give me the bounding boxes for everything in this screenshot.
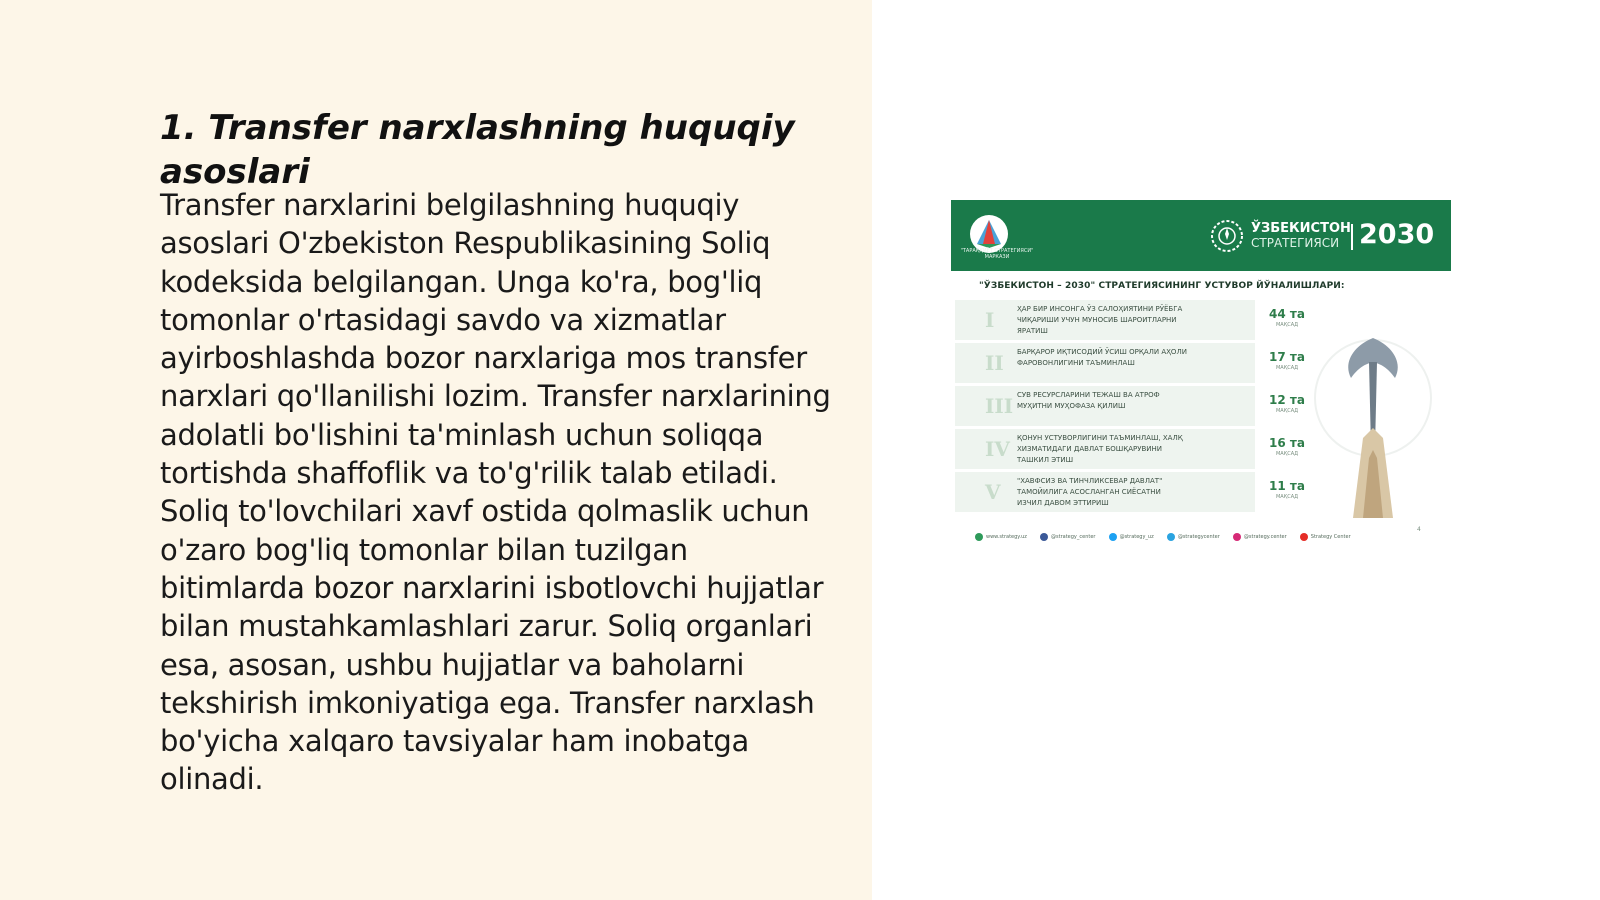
brand-name: ЎЗБЕКИСТОН xyxy=(1251,221,1351,236)
row-goal-label: МАҚСАД xyxy=(1275,494,1299,500)
row-goal-label: МАҚСАД xyxy=(1275,322,1299,328)
row-numeral: I xyxy=(985,308,995,332)
strategy-infographic xyxy=(951,200,1451,555)
instagram-icon xyxy=(1233,533,1241,541)
infographic-footer xyxy=(975,526,1445,540)
row-text: ҚОНУН УСТУВОРЛИГИНИ ТАЪМИНЛАШ, ХАЛҚ ХИЗМАТИДАГИ ДАВЛАТ БОШҚАРУВИНИ ТАШКИЛ ЭТИШ xyxy=(1017,434,1183,464)
priority-row xyxy=(955,429,1305,469)
twitter-icon xyxy=(1109,533,1117,541)
social-website: www.strategy.uz xyxy=(975,533,1027,541)
state-emblem-icon xyxy=(1209,218,1245,254)
slide-body-text: Transfer narxlarini belgilashning huquqiy asoslari O'zbekiston Respublikasining Soliq kodeksida belgilangan. Unga ko'ra, bog'liq tomonlar o'rtasidagi savdo va xizmatlar ayirboshlashda bozor narxlariga mos transfer narxlari qo'llanilishi lozim. Transfer narxlarining adolatli bo'lishini ta'minlash uchun soliqqa tortishda shaffoflik va to'g'rilik talab etiladi. Soliq to'lovchilari xavf ostida qolmaslik uchun o'zaro bog'liq tomonlar bilan tuzilgan bitimlarda bozor narxlarini isbotlovchi hujjatlar bilan mustahkamlashlari zarur. Soliq organlari esa, asosan, ushbu hujjatlar va baholarni tekshirish imkoniyatiga ega. Transfer narxlash bo'yicha xalqaro tavsiyalar ham inobatga olinadi. xyxy=(160,188,831,797)
youtube-icon xyxy=(1300,533,1308,541)
telegram-icon xyxy=(1167,533,1175,541)
row-count: 11 та xyxy=(1269,479,1305,493)
row-count: 16 та xyxy=(1269,436,1305,450)
logo-caption: "ТАРАҚҚИЁТ СТРАТЕГИЯСИ" МАРКАЗИ xyxy=(960,248,1034,260)
row-count: 44 та xyxy=(1269,307,1305,321)
social-youtube: Strategy Center xyxy=(1300,533,1351,541)
row-numeral: III xyxy=(985,394,1014,418)
row-text: "ХАВФСИЗ ВА ТИНЧЛИКСЕВАР ДАВЛАТ" ТАМОЙИЛИГА АСОСЛАНГАН СИЁСАТНИ ИЗЧИЛ ДАВОМ ЭТТИРИШ xyxy=(1017,477,1163,507)
row-numeral: V xyxy=(985,480,1001,504)
priority-row xyxy=(955,472,1305,512)
infographic-subtitle: "ЎЗБЕКИСТОН – 2030" СТРАТЕГИЯСИНИНГ УСТУВОР ЙЎНАЛИШЛАРИ: xyxy=(979,281,1345,291)
row-goal-label: МАҚСАД xyxy=(1275,408,1299,414)
social-twitter: @strategy_uz xyxy=(1109,533,1154,541)
row-text: ҲАР БИР ИНСОНГА ЎЗ САЛОҲИЯТИНИ РЎЁБГА ЧИҚАРИШИ УЧУН МУНОСИБ ШАРОИТЛАРНИ ЯРАТИШ xyxy=(1017,305,1183,335)
social-telegram: @strategycenter xyxy=(1167,533,1220,541)
infographic-page-number: 4 xyxy=(1417,526,1421,533)
social-instagram: @strategy.center xyxy=(1233,533,1287,541)
row-numeral: II xyxy=(985,351,1004,375)
globe-icon xyxy=(975,533,983,541)
row-count: 17 та xyxy=(1269,350,1305,364)
row-goal-label: МАҚСАД xyxy=(1275,365,1299,371)
infographic-header xyxy=(951,200,1451,271)
monument-illustration-icon xyxy=(1313,318,1433,518)
row-numeral: IV xyxy=(985,437,1010,461)
priority-row xyxy=(955,300,1305,340)
priority-row xyxy=(955,343,1305,383)
brand-year: 2030 xyxy=(1359,219,1435,250)
brand-subtitle: СТРАТЕГИЯСИ xyxy=(1251,236,1340,250)
priority-row xyxy=(955,386,1305,426)
row-goal-label: МАҚСАД xyxy=(1275,451,1299,457)
social-facebook: @strategy_center xyxy=(1040,533,1095,541)
row-text: СУВ РЕСУРСЛАРИНИ ТЕЖАШ ВА АТРОФ МУҲИТНИ МУҲОФАЗА ҚИЛИШ xyxy=(1017,391,1160,410)
brand-divider xyxy=(1351,224,1353,250)
facebook-icon xyxy=(1040,533,1048,541)
slide-title: 1. Transfer narxlashning huquqiy asoslari xyxy=(160,108,795,192)
row-text: БАРҚАРОР ИҚТИСОДИЙ ЎСИШ ОРҚАЛИ АҲОЛИ ФАРОВОНЛИГИНИ ТАЪМИНЛАШ xyxy=(1017,348,1187,367)
row-count: 12 та xyxy=(1269,393,1305,407)
